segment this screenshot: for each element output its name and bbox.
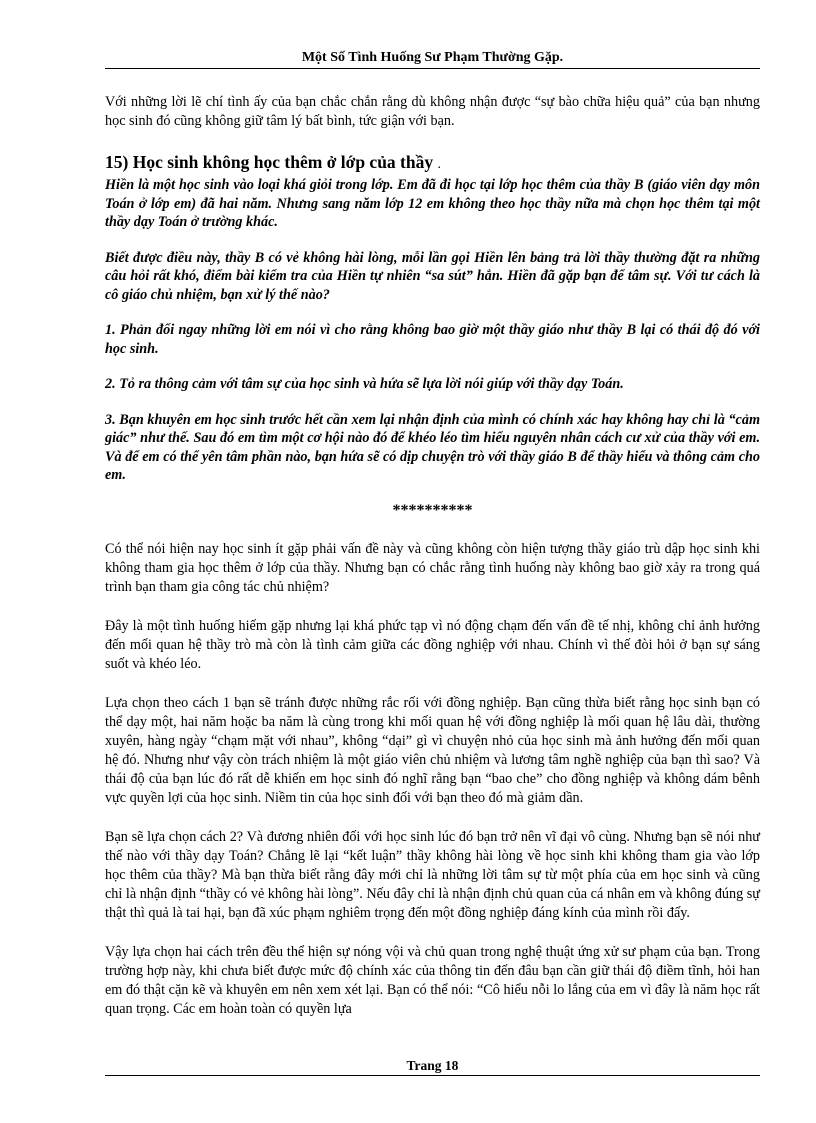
section-title: Học sinh không học thêm ở lớp của thầy <box>132 152 434 172</box>
page-number: Trang 18 <box>406 1058 459 1073</box>
scenario-paragraph-1: Hiền là một học sinh vào loại khá giỏi trong lớp. Em đã đi học tại lớp học thêm của thầy B (giáo viên dạy môn Toán ở lớp em) đã hai năm. Nhưng sang năm lớp 12 em không theo học thầy nữa mà chọn học thêm tại một thầy dạy Toán ở trường khác. <box>105 177 760 230</box>
section-title-period: . <box>437 157 441 172</box>
analysis-paragraph-4: Bạn sẽ lựa chọn cách 2? Và đương nhiên đối với học sinh lúc đó bạn trở nên vĩ đại vô cùng. Nhưng bạn sẽ nói như thế nào với thầy dạy Toán? Chẳng lẽ lại “kết luận” thầy không hài lòng về học sinh khi không tham gia vào lớp học thêm của thầy? Mà bạn thừa biết rằng đây mới chỉ là những lời tâm sự từ một phía của em học sinh và cũng chỉ là nhận định “thầy có vẻ không hài lòng”. Nếu đây chỉ là nhận định chủ quan của cá nhân em và không đúng sự thật thì quả là tai hại, bạn đã xúc phạm nghiêm trọng đến một đồng nghiệp đáng kính của mình rồi đấy. <box>105 828 760 921</box>
section-number: 15) <box>105 152 129 172</box>
option-3: 3. Bạn khuyên em học sinh trước hết cần xem lại nhận định của mình có chính xác hay không hay chỉ là “cảm giác” như thế. Sau đó em tìm một cơ hội nào đó để khéo léo tìm hiểu nguyên nhân cách cư xử của thầy với em. Và để em có thể yên tâm phần nào, bạn hứa sẽ có dịp chuyện trò với thầy giáo B để thầy hiểu và thông cảm cho em. <box>105 411 760 483</box>
option-1: 1. Phản đối ngay những lời em nói vì cho rằng không bao giờ một thầy giáo như thầy B lại có thái độ đó với học sinh. <box>105 322 760 357</box>
analysis-paragraph-5: Vậy lựa chọn hai cách trên đều thể hiện sự nóng vội và chủ quan trong nghệ thuật ứng xử sư phạm của bạn. Trong trường hợp này, khi chưa biết được mức độ chính xác của thông tin đến đâu bạn cần giữ thái độ điềm tĩnh, hỏi han em đó thật cặn kẽ và khuyên em nên xem xét lại. Bạn có thể nói: “Cô hiểu nỗi lo lắng của em vì đây là năm học rất quan trọng. Các em hoàn toàn có quyền lựa <box>105 943 760 1017</box>
intro-paragraph: Với những lời lẽ chí tình ấy của bạn chắc chắn rằng dù không nhận được “sự bào chữa hiệu quả” của bạn nhưng học sinh đó cũng không giữ tâm lý bất bình, tức giận với bạn. <box>105 94 760 129</box>
section-separator: ********** <box>392 501 473 519</box>
page-header-title: Một Số Tình Huống Sư Phạm Thường Gặp. <box>301 50 564 65</box>
header-divider <box>105 68 760 69</box>
analysis-paragraph-3: Lựa chọn theo cách 1 bạn sẽ tránh được những rắc rối với đồng nghiệp. Bạn cũng thừa biết rằng học sinh bạn có thể dạy một, hai năm hoặc ba năm là cùng trong khi mối quan hệ với đồng nghiệp là mối quan hệ lâu dài, thường xuyên, hàng ngày “chạm mặt với nhau”, không “dại” gì vì chuyện nhỏ của học sinh mà ảnh hưởng đến mối quan hệ đó. Nhưng như vậy còn trách nhiệm là một giáo viên chủ nhiệm và lương tâm nghề nghiệp của bạn thì sao? Và thái độ của bạn lúc đó rất dễ khiến em học sinh đó nghĩ rằng bạn “bao che” cho đồng nghiệp và không dám bênh vực quyền lợi của học sinh. Niềm tin của học sinh đối với bạn theo đó mà giảm dần. <box>105 694 760 806</box>
section-heading <box>105 151 760 176</box>
analysis-paragraph-2: Đây là một tình huống hiếm gặp nhưng lại khá phức tạp vì nó động chạm đến vấn đề tế nhị, không chỉ ảnh hưởng đến mối quan hệ thầy trò mà còn là tình cảm giữa các đồng nghiệp với nhau. Chính vì thế đòi hỏi ở bạn sự sáng suốt và khéo léo. <box>105 617 760 672</box>
analysis-paragraph-1: Có thể nói hiện nay học sinh ít gặp phải vấn đề này và cũng không còn hiện tượng thầy giáo trù dập học sinh khi không tham gia học thêm ở lớp của thầy. Nhưng bạn có chắc rằng tình huống này không bao giờ xảy ra trong quá trình bạn tham gia công tác chủ nhiệm? <box>105 540 760 595</box>
footer-divider <box>105 1075 760 1076</box>
option-2: 2. Tỏ ra thông cảm với tâm sự của học sinh và hứa sẽ lựa lời nói giúp với thầy dạy Toán. <box>105 376 624 392</box>
page-body <box>105 93 760 1019</box>
scenario-paragraph-2: Biết được điều này, thầy B có vẻ không hài lòng, mỗi lần gọi Hiền lên bảng trả lời thầy thường đặt ra những câu hỏi rất khó, điểm bài kiểm tra của Hiền tự nhiên “sa sút” hẳn. Hiền đã gặp bạn để tâm sự. Với tư cách là cô giáo chủ nhiệm, bạn xử lý thế nào? <box>105 249 760 303</box>
